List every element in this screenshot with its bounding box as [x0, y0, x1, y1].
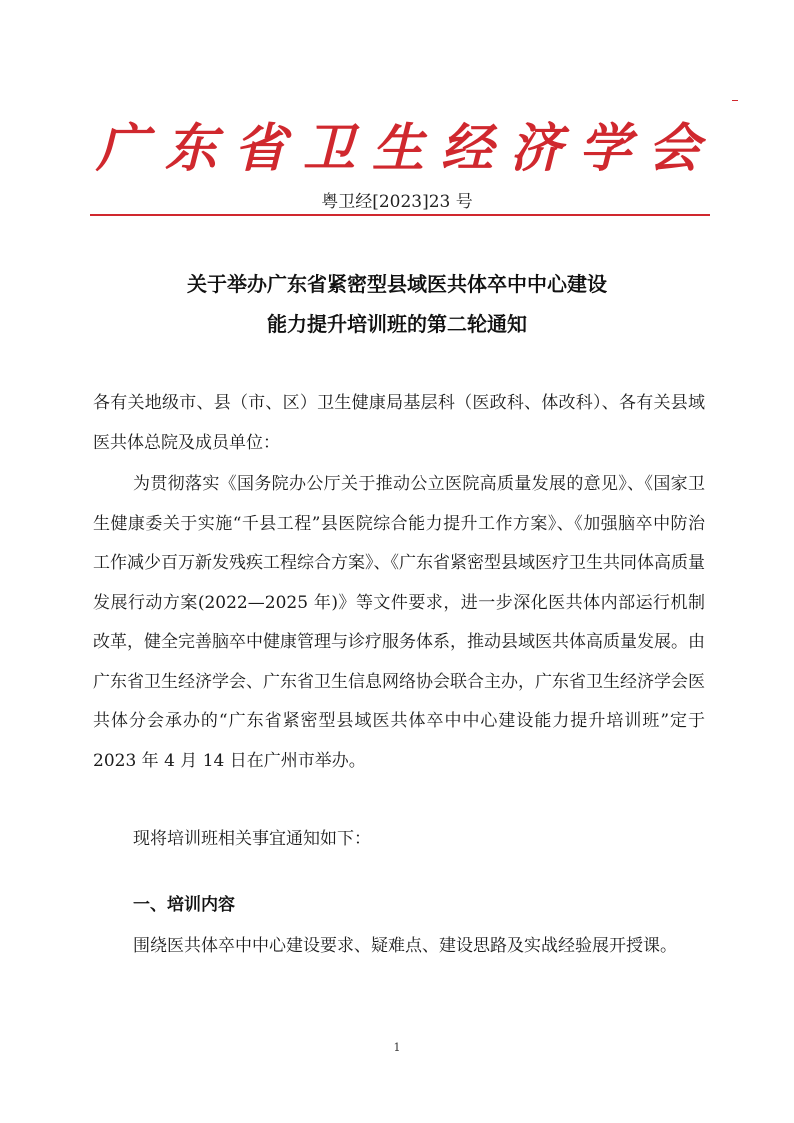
document-title-line-1: 关于举办广东省紧密型县域医共体卒中中心建设 [187, 272, 607, 296]
organization-letterhead [88, 108, 708, 178]
corner-mark [732, 100, 738, 101]
letterhead-char: 会 [647, 117, 700, 179]
document-title-line-2: 能力提升培训班的第二轮通知 [267, 312, 527, 336]
document-number: 粤卫经[2023]23 号 [321, 192, 473, 212]
letterhead-char: 生 [371, 117, 424, 179]
letterhead-char: 济 [509, 117, 562, 179]
letterhead-char: 广 [95, 117, 148, 179]
letterhead-char: 学 [578, 117, 631, 179]
body-paragraph-3: 围绕医共体卒中中心建设要求、疑难点、建设思路及实战经验展开授课。 [133, 936, 677, 956]
body-paragraph-1: 为贯彻落实《国务院办公厅关于推动公立医院高质量发展的意见》、《国家卫生健康委关于实施“千县工程”县医院综合能力提升工作方案》、《加强脑卒中防治工作减少百万新发残疾工程综合方案》、《广东省紧密型县域医疗卫生共同体高质量发展行动方案(2022—2025 年)》等文件要求，进一步深化医共体内部运行机制改革，健全完善脑卒中健康管理与诊疗服务体系，推动县域医共体高质量发展。由广东省卫生经济学会、广东省卫生信息网络协会联合主办，广东省卫生经济学会医共体分会承办的“广东省紧密型县域医共体卒中中心建设能力提升培训班”定于 2023 年 4 月 14 日在广州市举办。 [93, 474, 705, 771]
salutation: 各有关地级市、县（市、区）卫生健康局基层科（医政科、体改科）、各有关县域医共体总院及成员单位： [93, 393, 705, 453]
header-divider [90, 214, 710, 216]
body-paragraph-2: 现将培训班相关事宜通知如下： [133, 829, 371, 849]
page-number: 1 [393, 1041, 401, 1054]
letterhead-char: 经 [440, 117, 493, 179]
section-heading-training-content: 一、培训内容 [133, 895, 235, 915]
letterhead-char: 东 [164, 117, 217, 179]
letterhead-char: 省 [233, 117, 286, 179]
letterhead-char: 卫 [302, 117, 355, 179]
